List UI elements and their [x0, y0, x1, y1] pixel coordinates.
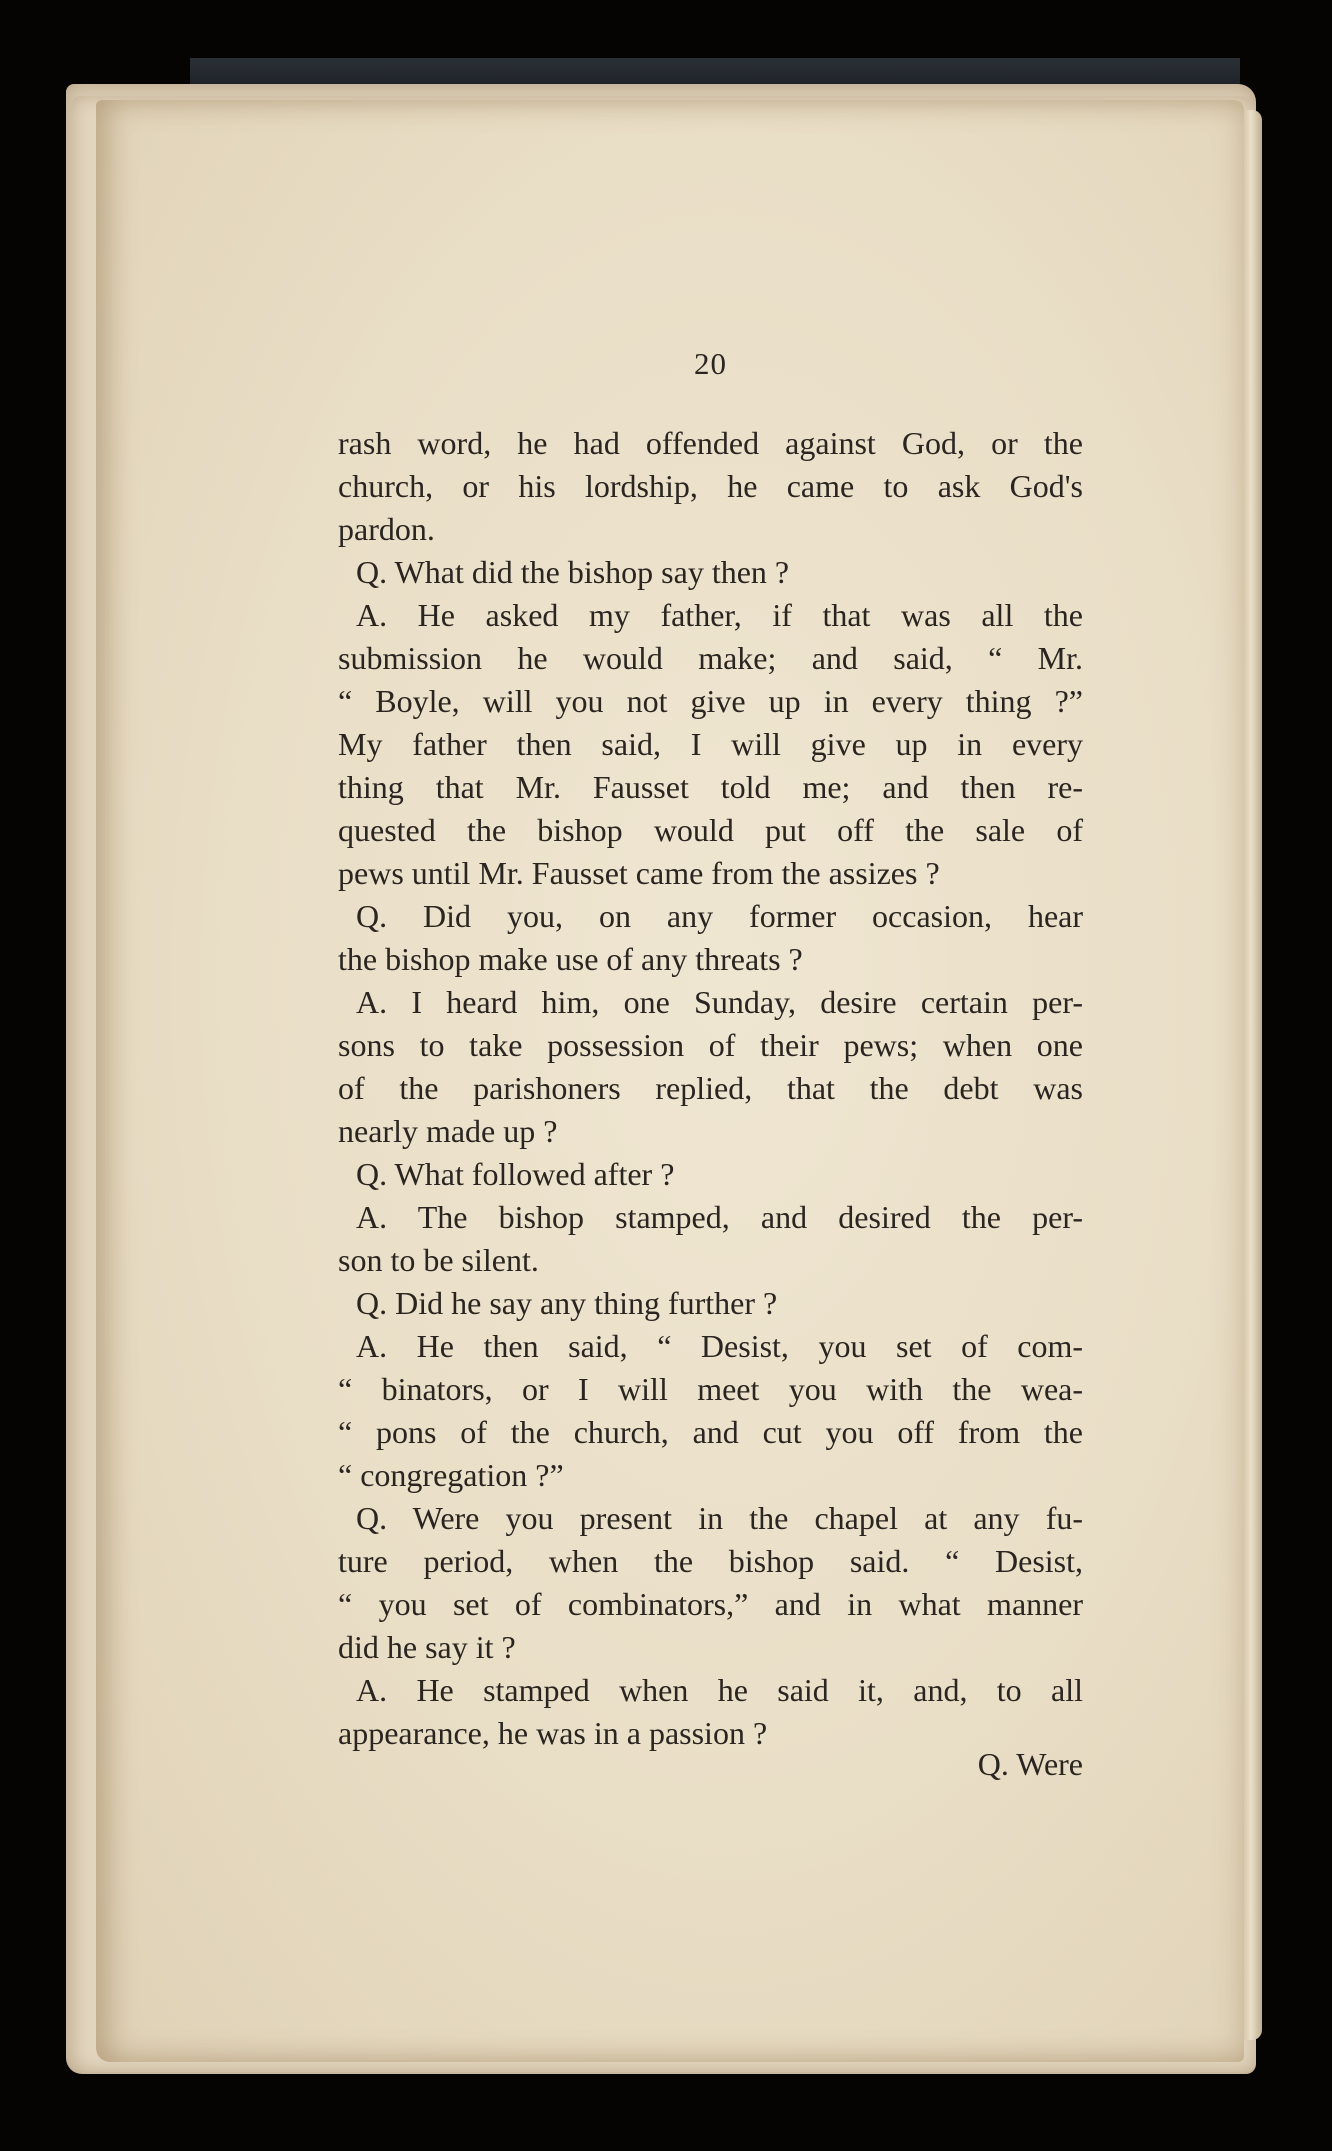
text-line: thing that Mr. Fausset told me; and then re- [338, 769, 1083, 805]
text-line: the bishop make use of any threats ? [338, 941, 803, 977]
text-line: son to be silent. [338, 1242, 539, 1278]
body-text [338, 422, 1083, 1755]
text-line: rash word, he had offended against God, or the [338, 425, 1083, 461]
text-line: My father then said, I will give up in every [338, 726, 1083, 762]
page-number: 20 [694, 346, 727, 381]
catchword: Q. Were [977, 1746, 1083, 1782]
text-line: Q. What did the bishop say then ? [356, 554, 790, 590]
text-line: quested the bishop would put off the sale of [338, 812, 1083, 848]
text-line: A. I heard him, one Sunday, desire certain per- [356, 984, 1083, 1020]
text-line: Q. What followed after ? [356, 1156, 675, 1192]
text-line: A. He asked my father, if that was all the [356, 597, 1083, 633]
text-line: Q. Did he say any thing further ? [356, 1285, 778, 1321]
text-line: pardon. [338, 511, 435, 547]
text-line: pews until Mr. Fausset came from the assizes ? [338, 855, 940, 891]
text-line: appearance, he was in a passion ? [338, 1715, 768, 1751]
text-line: “ congregation ?” [338, 1457, 564, 1493]
text-line: A. He then said, “ Desist, you set of com- [356, 1328, 1083, 1364]
text-line: A. The bishop stamped, and desired the per- [356, 1199, 1083, 1235]
text-line: A. He stamped when he said it, and, to all [356, 1672, 1083, 1708]
text-line: did he say it ? [338, 1629, 516, 1665]
text-line: Q. Did you, on any former occasion, hear [356, 898, 1083, 934]
text-line: sons to take possession of their pews; when one [338, 1027, 1083, 1063]
text-line: ture period, when the bishop said. “ Desist, [338, 1543, 1083, 1579]
text-line: “ you set of combinators,” and in what manner [338, 1586, 1083, 1622]
text-line: Q. Were you present in the chapel at any fu- [356, 1500, 1083, 1536]
text-line: nearly made up ? [338, 1113, 558, 1149]
text-line: church, or his lordship, he came to ask God's [338, 468, 1083, 504]
text-line: of the parishoners replied, that the debt was [338, 1070, 1083, 1106]
text-line: submission he would make; and said, “ Mr. [338, 640, 1083, 676]
text-line: “ Boyle, will you not give up in every thing ?” [338, 683, 1083, 719]
text-line: “ binators, or I will meet you with the wea- [338, 1371, 1083, 1407]
text-line: “ pons of the church, and cut you off from the [338, 1414, 1083, 1450]
